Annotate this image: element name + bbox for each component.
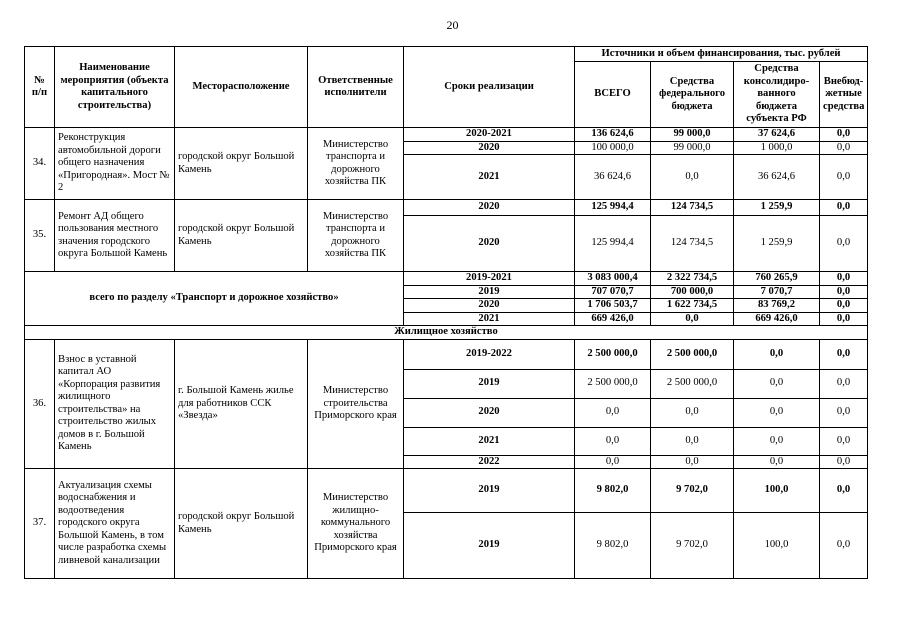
row36-consolidated: 0,0 — [734, 427, 820, 455]
transport-total-offbudget: 0,0 — [820, 285, 868, 299]
row36-total: 0,0 — [575, 455, 651, 469]
row35-executor: Министерство транспорта и дорожного хозяйства ПК — [308, 200, 404, 272]
row37-federal: 9 702,0 — [651, 513, 734, 579]
transport-total-offbudget: 0,0 — [820, 312, 868, 326]
row35-name: Ремонт АД общего пользования местного значения городского округа Большой Камень — [55, 200, 175, 272]
row37-total: 9 802,0 — [575, 513, 651, 579]
row35-year: 2020 — [404, 216, 575, 272]
financing-table — [24, 46, 868, 579]
transport-total-label: всего по разделу «Транспорт и дорожное хозяйство» — [25, 272, 404, 326]
row34-federal: 99 000,0 — [651, 128, 734, 142]
row34-consolidated: 37 624,6 — [734, 128, 820, 142]
transport-total-total: 707 070,7 — [575, 285, 651, 299]
row36-consolidated: 0,0 — [734, 455, 820, 469]
row34-federal: 99 000,0 — [651, 141, 734, 155]
row35-num: 35. — [25, 200, 55, 272]
row36-year: 2020 — [404, 398, 575, 427]
transport-total-consolidated: 760 265,9 — [734, 272, 820, 286]
row37-location: городской округ Большой Камень — [175, 469, 308, 579]
row36-year: 2019-2022 — [404, 339, 575, 369]
row35-offbudget: 0,0 — [820, 216, 868, 272]
row34-consolidated: 36 624,6 — [734, 155, 820, 200]
row35-total: 125 994,4 — [575, 216, 651, 272]
row35-federal: 124 734,5 — [651, 216, 734, 272]
header-consolidated: Средства консолидиро-ванного бюджета субъекта РФ — [734, 62, 820, 128]
header-sources: Источники и объем финансирования, тыс. рублей — [575, 47, 868, 62]
row36-total: 2 500 000,0 — [575, 369, 651, 398]
row34-executor: Министерство транспорта и дорожного хозяйства ПК — [308, 128, 404, 200]
row37-year: 2019 — [404, 513, 575, 579]
row36-executor: Министерство строительства Приморского края — [308, 339, 404, 469]
section-housing: Жилищное хозяйство — [25, 326, 868, 340]
row36-federal: 2 500 000,0 — [651, 369, 734, 398]
row34-consolidated: 1 000,0 — [734, 141, 820, 155]
header-offbudget: Внебюд-жетные средства — [820, 62, 868, 128]
header-total: ВСЕГО — [575, 62, 651, 128]
row36-federal: 0,0 — [651, 455, 734, 469]
transport-total-total: 1 706 503,7 — [575, 299, 651, 313]
row36-federal: 0,0 — [651, 427, 734, 455]
row37-consolidated: 100,0 — [734, 513, 820, 579]
row36-total: 2 500 000,0 — [575, 339, 651, 369]
row35-consolidated: 1 259,9 — [734, 216, 820, 272]
header-terms: Сроки реализации — [404, 47, 575, 128]
row36-num: 36. — [25, 339, 55, 469]
row36-offbudget: 0,0 — [820, 427, 868, 455]
transport-total-total: 3 083 000,4 — [575, 272, 651, 286]
transport-total-offbudget: 0,0 — [820, 299, 868, 313]
transport-total-consolidated: 83 769,2 — [734, 299, 820, 313]
row36-year: 2022 — [404, 455, 575, 469]
row37-consolidated: 100,0 — [734, 469, 820, 513]
row36-location: г. Большой Камень жилье для работников ССК «Звезда» — [175, 339, 308, 469]
row36-offbudget: 0,0 — [820, 339, 868, 369]
row36-year: 2019 — [404, 369, 575, 398]
header-federal: Средства федерального бюджета — [651, 62, 734, 128]
transport-total-total: 669 426,0 — [575, 312, 651, 326]
transport-total-year: 2019-2021 — [404, 272, 575, 286]
transport-total-consolidated: 669 426,0 — [734, 312, 820, 326]
transport-total-offbudget: 0,0 — [820, 272, 868, 286]
page-number: 20 — [446, 18, 459, 32]
row34-total: 100 000,0 — [575, 141, 651, 155]
row37-num: 37. — [25, 469, 55, 579]
row36-offbudget: 0,0 — [820, 369, 868, 398]
row37-year: 2019 — [404, 469, 575, 513]
transport-total-federal: 700 000,0 — [651, 285, 734, 299]
row36-offbudget: 0,0 — [820, 455, 868, 469]
row35-federal: 124 734,5 — [651, 200, 734, 216]
row36-total: 0,0 — [575, 398, 651, 427]
transport-total-year: 2021 — [404, 312, 575, 326]
row36-year: 2021 — [404, 427, 575, 455]
row37-federal: 9 702,0 — [651, 469, 734, 513]
row36-consolidated: 0,0 — [734, 369, 820, 398]
transport-total-federal: 0,0 — [651, 312, 734, 326]
row34-name: Реконструкция автомобильной дороги общего назначения «Пригородная». Мост № 2 — [55, 128, 175, 200]
transport-total-federal: 2 322 734,5 — [651, 272, 734, 286]
header-name: Наименование мероприятия (объекта капитального строительства) — [55, 47, 175, 128]
header-location: Месторасположение — [175, 47, 308, 128]
transport-total-year: 2019 — [404, 285, 575, 299]
row34-offbudget: 0,0 — [820, 141, 868, 155]
row35-consolidated: 1 259,9 — [734, 200, 820, 216]
transport-total-consolidated: 7 070,7 — [734, 285, 820, 299]
row36-offbudget: 0,0 — [820, 398, 868, 427]
row35-location: городской округ Большой Камень — [175, 200, 308, 272]
row34-year: 2020-2021 — [404, 128, 575, 142]
row36-total: 0,0 — [575, 427, 651, 455]
row36-consolidated: 0,0 — [734, 339, 820, 369]
row35-offbudget: 0,0 — [820, 200, 868, 216]
row37-offbudget: 0,0 — [820, 513, 868, 579]
row34-offbudget: 0,0 — [820, 128, 868, 142]
row34-year: 2021 — [404, 155, 575, 200]
row34-year: 2020 — [404, 141, 575, 155]
row36-federal: 0,0 — [651, 398, 734, 427]
row34-num: 34. — [25, 128, 55, 200]
row34-location: городской округ Большой Камень — [175, 128, 308, 200]
row36-federal: 2 500 000,0 — [651, 339, 734, 369]
row35-total: 125 994,4 — [575, 200, 651, 216]
row34-total: 36 624,6 — [575, 155, 651, 200]
row35-year: 2020 — [404, 200, 575, 216]
row34-total: 136 624,6 — [575, 128, 651, 142]
row37-name: Актуализация схемы водоснабжения и водоотведения городского округа Большой Камень, в том числе разработка схемы ливневой канализации — [55, 469, 175, 579]
row34-offbudget: 0,0 — [820, 155, 868, 200]
header-executors: Ответственные исполнители — [308, 47, 404, 128]
row37-offbudget: 0,0 — [820, 469, 868, 513]
transport-total-year: 2020 — [404, 299, 575, 313]
transport-total-federal: 1 622 734,5 — [651, 299, 734, 313]
row34-federal: 0,0 — [651, 155, 734, 200]
row37-total: 9 802,0 — [575, 469, 651, 513]
header-num: № п/п — [25, 47, 55, 128]
row36-name: Взнос в уставной капитал АО «Корпорация развития жилищного строительства» на строительство жилых домов в г. Большой Камень — [55, 339, 175, 469]
row37-executor: Министерство жилищно-коммунального хозяйства Приморского края — [308, 469, 404, 579]
row36-consolidated: 0,0 — [734, 398, 820, 427]
